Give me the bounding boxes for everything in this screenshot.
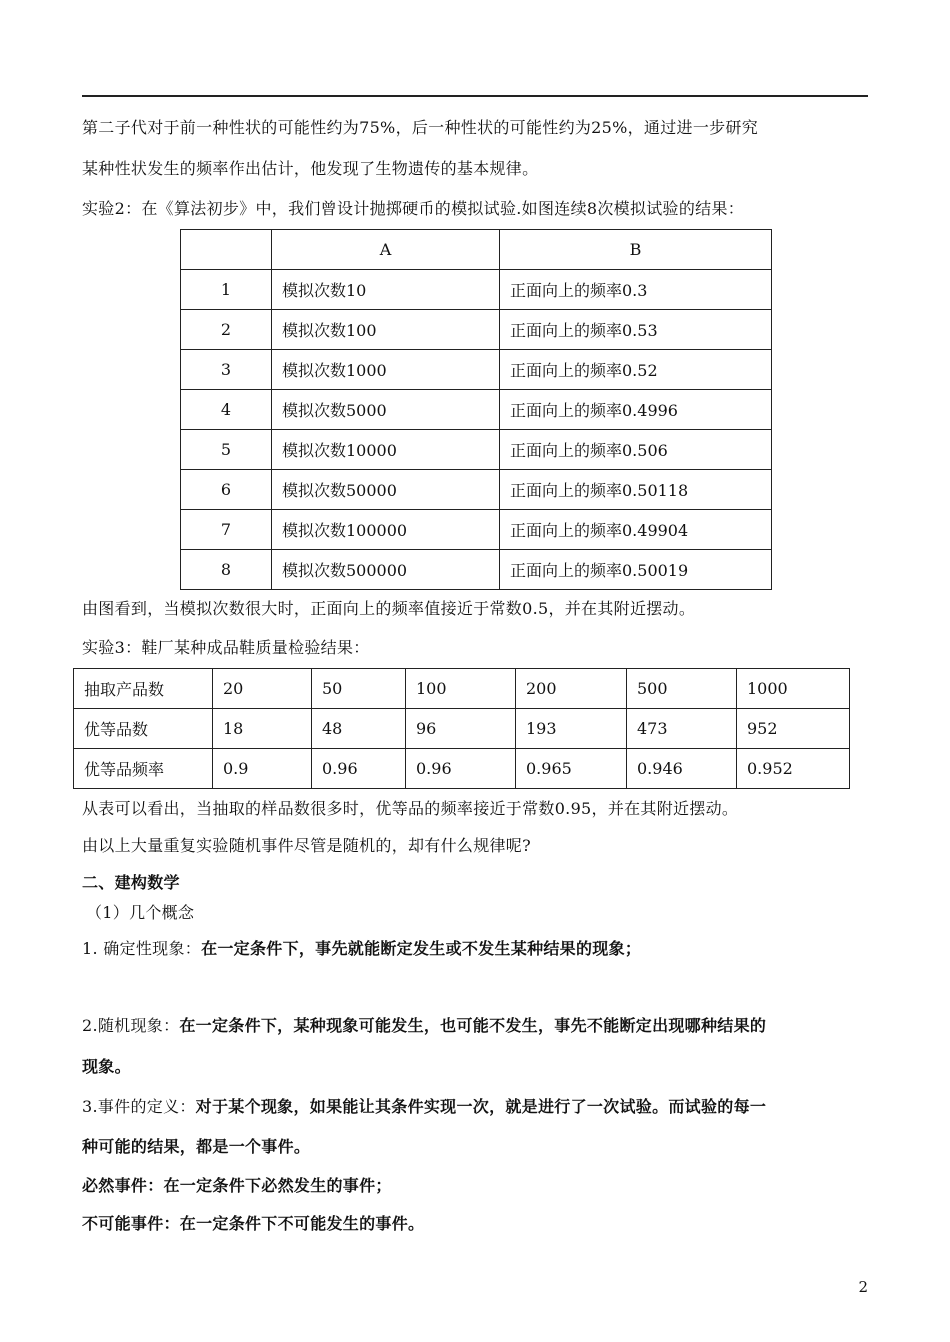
shoe-quality-table	[73, 668, 850, 789]
table-row	[74, 749, 850, 789]
table-cell: 正面向上的频率0.4996	[500, 390, 772, 430]
table-cell: 正面向上的频率0.506	[500, 430, 772, 470]
definition-certain-event: 必然事件：在一定条件下必然发生的事件；	[82, 1176, 392, 1195]
table-cell: 正面向上的频率0.49904	[500, 510, 772, 550]
table-cell: 模拟次数100000	[272, 510, 500, 550]
table-row	[181, 510, 772, 550]
table-row	[181, 550, 772, 590]
table-cell: 1000	[737, 669, 850, 709]
table-cell: 模拟次数1000	[272, 350, 500, 390]
page-number: 2	[858, 1278, 868, 1296]
table-row	[181, 270, 772, 310]
row-index: 2	[181, 310, 272, 350]
table-cell: 正面向上的频率0.3	[500, 270, 772, 310]
table-cell: 0.952	[737, 749, 850, 789]
table-row	[74, 709, 850, 749]
definition-event	[82, 1094, 766, 1117]
table-row	[181, 470, 772, 510]
table-cell: 0.9	[213, 749, 312, 789]
table-cell: 0.965	[516, 749, 627, 789]
table-cell: 50	[312, 669, 406, 709]
row-index: 4	[181, 390, 272, 430]
row-index: 7	[181, 510, 272, 550]
header-cell: B	[500, 230, 772, 270]
table-cell: 模拟次数50000	[272, 470, 500, 510]
definition-label: 1. 确定性现象：	[82, 939, 202, 958]
paragraph-1: 第二子代对于前一种性状的可能性约为75%，后一种性状的可能性约为25%，通过进一步研究	[82, 118, 759, 137]
definition-random	[82, 1013, 766, 1036]
table-cell: 0.96	[406, 749, 516, 789]
table-cell: 473	[627, 709, 737, 749]
table-cell: 193	[516, 709, 627, 749]
header-cell	[181, 230, 272, 270]
paragraph-coin-conclusion: 由图看到，当模拟次数很大时，正面向上的频率值接近于常数0.5，并在其附近摆动。	[82, 599, 696, 618]
table-cell: 正面向上的频率0.50118	[500, 470, 772, 510]
table-cell: 模拟次数10000	[272, 430, 500, 470]
table-cell: 模拟次数5000	[272, 390, 500, 430]
table-row	[181, 390, 772, 430]
header-rule	[82, 95, 868, 97]
table-cell: 正面向上的频率0.52	[500, 350, 772, 390]
table-row	[181, 430, 772, 470]
table-cell: 20	[213, 669, 312, 709]
row-index: 5	[181, 430, 272, 470]
paragraph-question: 由以上大量重复实验随机事件尽管是随机的，却有什么规律呢?	[82, 836, 531, 855]
definition-deterministic	[82, 936, 641, 959]
table-cell: 96	[406, 709, 516, 749]
paragraph-experiment-3: 实验3：鞋厂某种成品鞋质量检验结果：	[82, 638, 370, 657]
table-cell: 500	[627, 669, 737, 709]
table-cell: 48	[312, 709, 406, 749]
row-index: 8	[181, 550, 272, 590]
table-cell: 18	[213, 709, 312, 749]
definition-label: 3.事件的定义：	[82, 1097, 196, 1116]
table-cell: 200	[516, 669, 627, 709]
definition-random-continued: 现象。	[82, 1057, 131, 1076]
paragraph-shoe-conclusion: 从表可以看出，当抽取的样品数很多时，优等品的频率接近于常数0.95，并在其附近摆动。	[82, 799, 739, 818]
row-label: 优等品频率	[74, 749, 213, 789]
table-row	[181, 310, 772, 350]
definition-text: 对于某个现象，如果能让其条件实现一次，就是进行了一次试验。而试验的每一	[195, 1097, 767, 1116]
table-row	[74, 669, 850, 709]
subsection-heading: （1）几个概念	[86, 903, 195, 922]
row-index: 6	[181, 470, 272, 510]
row-label: 抽取产品数	[74, 669, 213, 709]
section-heading: 二、建构数学	[82, 873, 180, 892]
coin-simulation-table	[180, 229, 772, 590]
table-cell: 正面向上的频率0.50019	[500, 550, 772, 590]
table-cell: 100	[406, 669, 516, 709]
definition-impossible-event: 不可能事件：在一定条件下不可能发生的事件。	[82, 1214, 425, 1233]
definition-text: 在一定条件下，某种现象可能发生，也可能不发生，事先不能断定出现哪种结果的	[179, 1016, 767, 1035]
definition-event-continued: 种可能的结果，都是一个事件。	[82, 1137, 311, 1156]
table-cell: 模拟次数500000	[272, 550, 500, 590]
table-header-row	[181, 230, 772, 270]
row-index: 3	[181, 350, 272, 390]
header-cell: A	[272, 230, 500, 270]
table-row	[181, 350, 772, 390]
table-cell: 952	[737, 709, 850, 749]
definition-text: 在一定条件下，事先就能断定发生或不发生某种结果的现象；	[201, 939, 642, 958]
table-cell: 模拟次数10	[272, 270, 500, 310]
table-cell: 0.946	[627, 749, 737, 789]
table-cell: 0.96	[312, 749, 406, 789]
row-label: 优等品数	[74, 709, 213, 749]
row-index: 1	[181, 270, 272, 310]
table-cell: 模拟次数100	[272, 310, 500, 350]
definition-label: 2.随机现象：	[82, 1016, 180, 1035]
paragraph-experiment-2: 实验2：在《算法初步》中，我们曾设计抛掷硬币的模拟试验.如图连续8次模拟试验的结果：	[82, 199, 745, 218]
paragraph-2: 某种性状发生的频率作出估计，他发现了生物遗传的基本规律。	[82, 159, 539, 178]
table-cell: 正面向上的频率0.53	[500, 310, 772, 350]
